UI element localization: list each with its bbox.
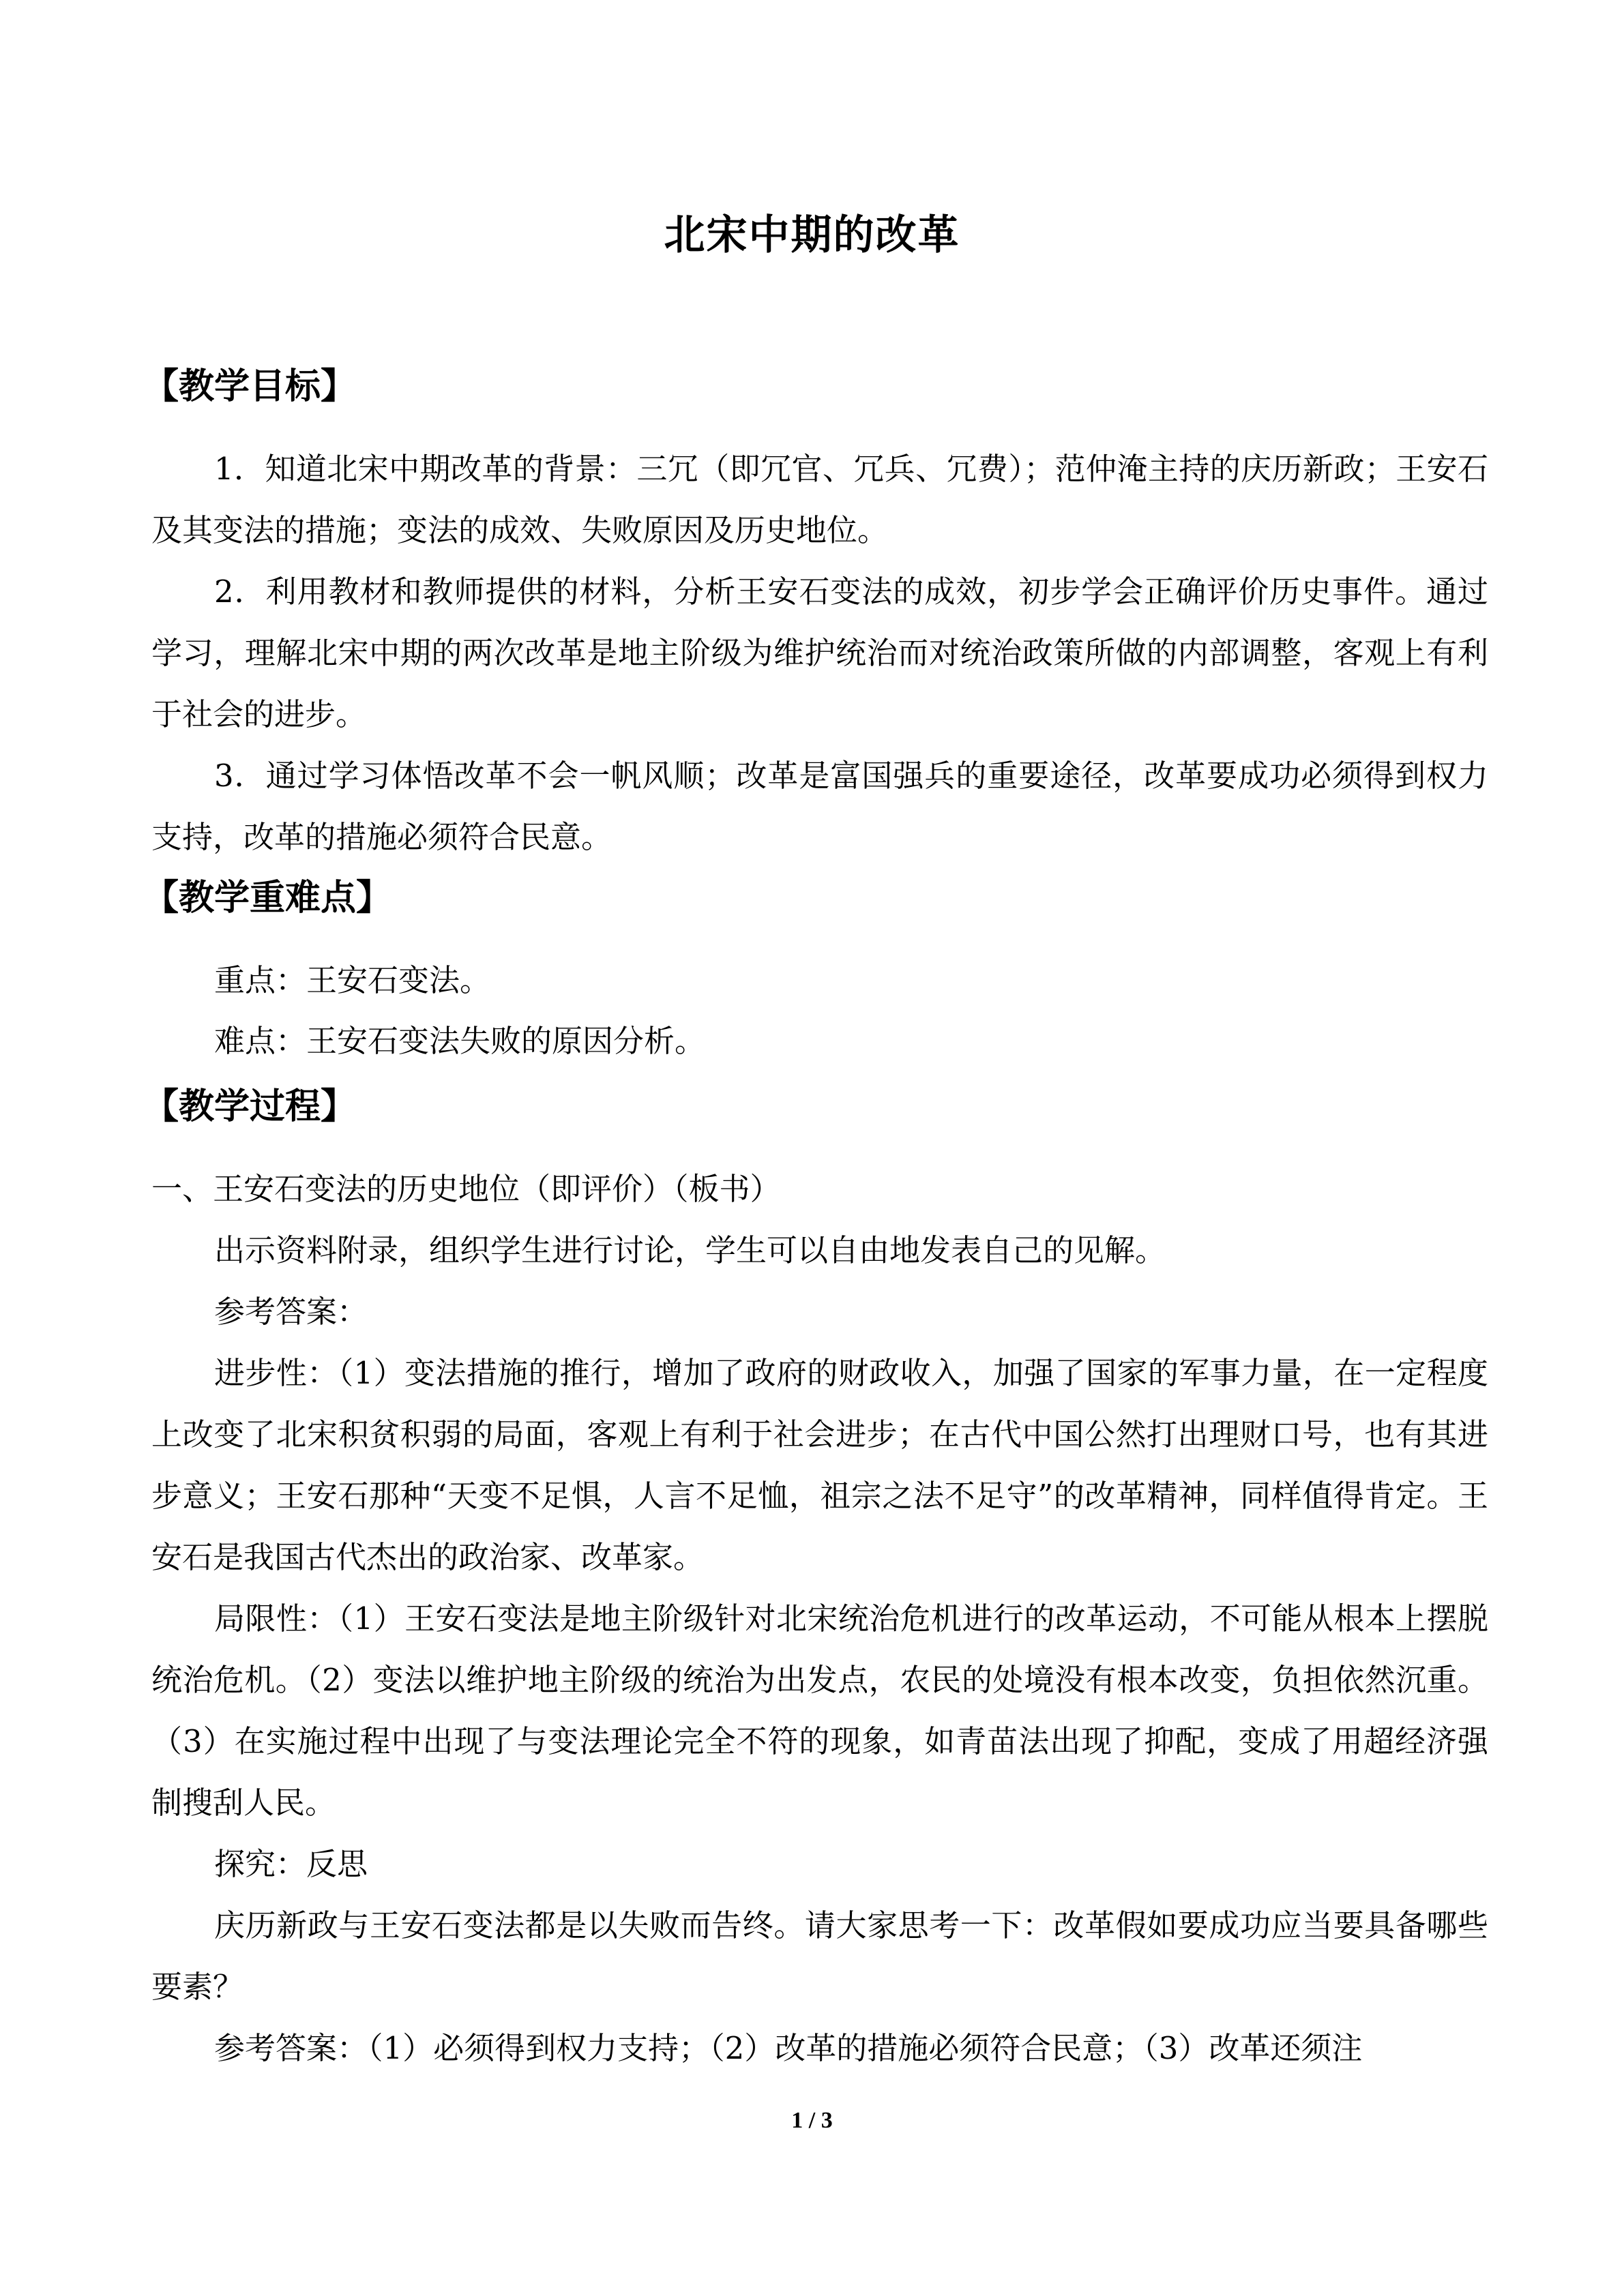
section-heading-key-points: 【教学重难点】 bbox=[143, 878, 392, 919]
section-heading-objectives: 【教学目标】 bbox=[143, 366, 357, 407]
process-question-paragraph: 庆历新政与王安石变法都是以失败而告终。请大家思考一下：改革假如要成功应当要具备哪些要素？ bbox=[151, 1907, 1488, 2005]
objective-item-1: 1．知道北宋中期改革的背景：三冗（即冗官、冗兵、冗费）；范仲淹主持的庆历新政；王安石及其变法的措施；变法的成效、失败原因及历史地位。 bbox=[151, 451, 1488, 548]
objective-item-2: 2．利用教材和教师提供的材料，分析王安石变法的成效，初步学会正确评价历史事件。通过学习，理解北宋中期的两次改革是地主阶级为维护统治而对统治政策所做的内部调整，客观上有利于社会的进步。 bbox=[151, 573, 1488, 732]
process-reference-answer: 参考答案：（1）必须得到权力支持；（2）改革的措施必须符合民意；（3）改革还须注 bbox=[214, 2030, 1363, 2066]
process-intro: 出示资料附录，组织学生进行讨论，学生可以自由地发表自己的见解。 bbox=[214, 1232, 1166, 1268]
key-point-difficulty: 难点：王安石变法失败的原因分析。 bbox=[214, 1023, 706, 1059]
section-heading-process: 【教学过程】 bbox=[143, 1086, 357, 1127]
objective-item-3: 3．通过学习体悟改革不会一帆风顺；改革是富国强兵的重要途径，改革要成功必须得到权力支持，改革的措施必须符合民意。 bbox=[151, 758, 1488, 855]
page-indicator: 1 / 3 bbox=[791, 2108, 833, 2133]
process-progress-paragraph: 进步性：（1）变法措施的推行，增加了政府的财政收入，加强了国家的军事力量，在一定程度上改变了北宋积贫积弱的局面，客观上有利于社会进步；在古代中国公然打出理财口号，也有其进步意义；王安石那种“天变不足惧，人言不足恤，祖宗之法不足守”的改革精神，同样值得肯定。王安石是我国古代杰出的政治家、改革家。 bbox=[151, 1355, 1488, 1575]
process-subheading: 一、王安石变法的历史地位（即评价）（板书） bbox=[151, 1171, 781, 1207]
document-title: 北宋中期的改革 bbox=[664, 211, 960, 259]
process-answer-label: 参考答案： bbox=[214, 1294, 368, 1330]
process-explore-label: 探究：反思 bbox=[214, 1846, 368, 1882]
process-limitations-paragraph: 局限性：（1）王安石变法是地主阶级针对北宋统治危机进行的改革运动，不可能从根本上摆脱统治危机。（2）变法以维护地主阶级的统治为出发点，农民的处境没有根本改变，负担依然沉重。（3）在实施过程中出现了与变法理论完全不符的现象，如青苗法出现了抑配，变成了用超经济强制搜刮人民。 bbox=[151, 1600, 1488, 1821]
key-point-focus: 重点：王安石变法。 bbox=[214, 962, 491, 998]
